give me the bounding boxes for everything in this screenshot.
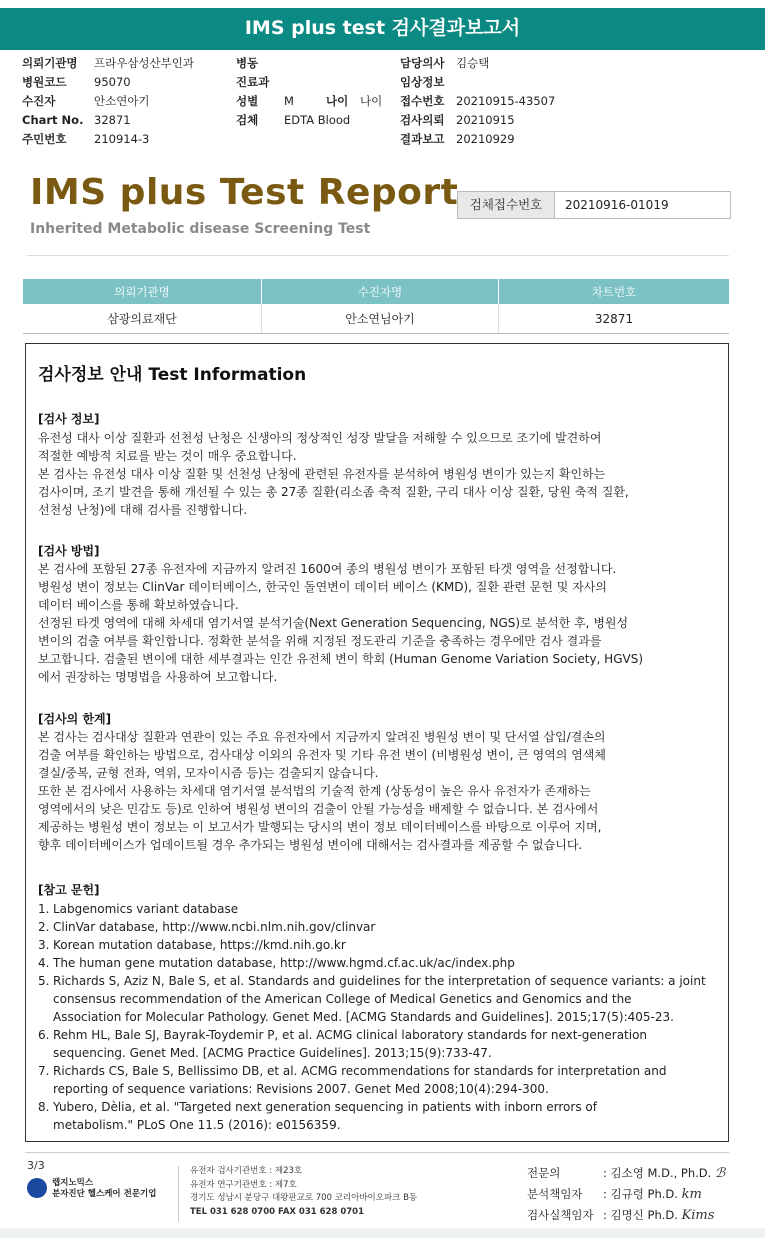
info-label: 주민번호: [22, 132, 67, 146]
info-label: 임상정보: [400, 75, 445, 89]
reference-number: 6.: [38, 1028, 50, 1042]
footer-divider: [25, 1152, 729, 1153]
signatures: [527, 1163, 725, 1226]
info-label: 성별: [236, 94, 259, 108]
info-value: 안소연아기: [94, 94, 150, 108]
section-heading-info: [검사 정보]: [38, 412, 100, 426]
reference-item: [38, 972, 728, 1026]
reference-line: Richards S, Aziz N, Bale S, et al. Standards and guidelines for the interpretation of sequence variants: a joint: [53, 974, 706, 988]
reference-line: Rehm HL, Bale SJ, Bayrak-Toydemir P, et al. ACMG clinical laboratory standards for next-generation: [53, 1028, 648, 1042]
text-line: 변이의 검출 여부를 확인합니다. 정확한 분석을 위해 지정된 정도관리 기준을 충족하는 경우에만 검사 결과를: [38, 634, 602, 648]
address-line: 유전자 검사기관번호 : 제23호: [190, 1166, 303, 1176]
signer-row: [527, 1184, 725, 1205]
table-header-row: [23, 279, 729, 304]
table-cell: 삼광의료재단: [23, 304, 262, 334]
info-label: 진료과: [236, 75, 270, 89]
reference-line: ClinVar database, http://www.ncbi.nlm.nih.gov/clinvar: [53, 920, 376, 934]
reference-line: reporting of sequence variations: Revisions 2007. Genet Med 2008;10(4):294-300.: [53, 1082, 549, 1096]
table-row: [23, 304, 729, 334]
info-label: 담당의사: [400, 56, 445, 70]
header-divider: [0, 48, 765, 50]
logo-line: 분자진단 헬스케어 전문기업: [52, 1189, 157, 1199]
info-value: EDTA Blood: [284, 113, 351, 127]
text-line: 데이터 베이스를 통해 확보하였습니다.: [38, 598, 239, 612]
info-column-3: [400, 54, 555, 149]
reference-item: [38, 1026, 728, 1062]
signer-role: 검사실책임자: [527, 1208, 594, 1222]
footer-vertical-divider: [178, 1166, 179, 1222]
text-line: 병원성 변이 정보는 ClinVar 데이터베이스, 한국인 돌연변이 데이터 베이스 (KMD), 질환 관련 문헌 및 자사의: [38, 580, 607, 594]
info-value-age: 나이: [360, 94, 383, 108]
references-heading: [참고 문헌]: [38, 883, 100, 897]
info-value: 32871: [94, 113, 131, 127]
signer-name: : 김규령 Ph.D.: [603, 1187, 678, 1201]
address-line: 유전자 연구기관번호 : 제7호: [190, 1179, 297, 1190]
report-subtitle: Inherited Metabolic disease Screening Test: [30, 221, 371, 237]
page-number: 3/3: [27, 1159, 45, 1172]
signer-role: 분석책임자: [527, 1187, 583, 1201]
reference-line: sequencing. Genet Med. [ACMG Practice Guidelines]. 2013;15(9):733-47.: [53, 1046, 492, 1060]
text-line: 결실/중복, 균형 전좌, 역위, 모자이시즘 등)는 검출되지 않습니다.: [38, 766, 379, 780]
text-line: 유전성 대사 이상 질환과 선천성 난청은 신생아의 정상적인 성장 발달을 저해할 수 있으므로 조기에 발견하여: [38, 431, 602, 445]
company-logo-icon: [27, 1178, 47, 1198]
table-header-cell: 의뢰기관명: [23, 279, 262, 304]
text-line: 보고합니다. 검출된 변이에 대한 세부결과는 인간 유전체 변이 학회 (Human Genome Variation Society, HGVS): [38, 652, 644, 666]
reference-number: 7.: [38, 1064, 50, 1078]
info-label: Chart No.: [22, 113, 84, 127]
info-value: M: [284, 94, 294, 108]
info-value: 20210915: [456, 113, 515, 127]
reference-item: [38, 918, 728, 936]
info-value: 김승택: [456, 56, 490, 70]
info-label: 수진자: [22, 94, 56, 108]
table-cell: 안소연님아기: [262, 304, 499, 334]
reference-number: 2.: [38, 920, 50, 934]
reference-line: Yubero, Dèlia, et al. "Targeted next generation sequencing in patients with inborn errors of: [53, 1100, 597, 1114]
info-value: 210914-3: [94, 132, 150, 146]
info-label: 병원코드: [22, 75, 67, 89]
section-body-info: [38, 429, 728, 519]
report-header-bar: [0, 8, 765, 48]
signature-mark: Kims: [681, 1208, 715, 1223]
reference-number: 8.: [38, 1100, 50, 1114]
references-list: [38, 900, 728, 1134]
info-label: 검체: [236, 113, 259, 127]
title-separator: [27, 255, 729, 256]
reference-line: metabolism." PLoS One 11.5 (2016): e0156359.: [53, 1118, 341, 1132]
reference-item: [38, 936, 728, 954]
receipt-number-value: 20210916-01019: [565, 198, 669, 212]
address-line: 경기도 성남시 분당구 대왕판교로 700 코리아바이오파크 B동: [190, 1193, 418, 1203]
text-line: 본 검사에 포함된 27종 유전자에 지금까지 알려진 1600여 종의 병원성 변이가 포함된 타겟 영역을 선정합니다.: [38, 562, 617, 576]
info-label: 검사의뢰: [400, 113, 445, 127]
reference-item: [38, 954, 728, 972]
info-label: 결과보고: [400, 132, 445, 146]
reference-item: [38, 1062, 728, 1098]
info-label: 의뢰기관명: [22, 56, 78, 70]
reference-line: Korean mutation database, https://kmd.nih.go.kr: [53, 938, 346, 952]
signature-mark: km: [681, 1187, 702, 1202]
signer-role: 전문의: [527, 1166, 561, 1180]
info-value: 20210929: [456, 132, 515, 146]
info-value: 프라우삼성산부인과: [94, 56, 194, 70]
reference-line: The human gene mutation database, http://www.hgmd.cf.ac.uk/ac/index.php: [53, 956, 515, 970]
logo-line: 랩지노믹스: [52, 1178, 94, 1188]
text-line: 영역에서의 낮은 민감도 등)로 인하여 병원성 변이의 검출이 안될 가능성을 배제할 수 없습니다. 본 검사에서: [38, 802, 599, 816]
report-title: IMS plus Test Report: [30, 172, 459, 213]
reference-item: [38, 900, 728, 918]
table-cell: 32871: [499, 304, 730, 334]
reference-line: Richards CS, Bale S, Bellissimo DB, et al. ACMG recommendations for standards for interpretation and: [53, 1064, 667, 1078]
text-line: 적절한 예방적 치료를 받는 것이 매우 중요합니다.: [38, 449, 297, 463]
report-header-title: IMS plus test 검사결과보고서: [244, 17, 521, 39]
signer-row: [527, 1163, 725, 1184]
reference-number: 1.: [38, 902, 50, 916]
reference-line: Association for Molecular Pathology. Genet Med. [ACMG Standards and Guidelines]. 2015;17(5):405-23.: [53, 1010, 674, 1024]
signer-name: : 김소영 M.D., Ph.D.: [603, 1166, 712, 1180]
info-label: 병동: [236, 56, 259, 70]
section-body-method: [38, 560, 728, 686]
patient-table: [23, 279, 729, 334]
section-heading-limits: [검사의 한계]: [38, 712, 112, 726]
text-line: 선정된 타겟 영역에 대해 차세대 염기서열 분석기술(Next Generation Sequencing, NGS)로 분석한 후, 병원성: [38, 616, 629, 630]
receipt-number-box: [457, 191, 731, 219]
text-line: 본 검사는 검사대상 질환과 연관이 있는 주요 유전자에서 지금까지 알려진 병원성 변이 및 단서열 삽입/결손의: [38, 730, 606, 744]
info-column-2: [236, 54, 382, 130]
text-line: 향후 데이터베이스가 업데이트될 경우 추가되는 병원성 변이에 대해서는 검사결과를 제공할 수 없습니다.: [38, 838, 583, 852]
signature-mark: ℬ: [714, 1166, 726, 1181]
info-value: 95070: [94, 75, 131, 89]
text-line: 제공하는 병원성 변이 정보는 이 보고서가 발행되는 당시의 변이 정보 데이터베이스를 바탕으로 이루어 지며,: [38, 820, 602, 834]
info-value: 20210915-43507: [456, 94, 556, 108]
table-header-cell: 수진자명: [262, 279, 499, 304]
reference-number: 5.: [38, 974, 50, 988]
test-information-title: 검사정보 안내 Test Information: [38, 365, 307, 385]
section-heading-method: [검사 방법]: [38, 544, 100, 558]
text-line: 또한 본 검사에서 사용하는 차세대 염기서열 분석법의 기술적 한계 (상동성이 높은 유사 유전자가 존재하는: [38, 784, 591, 798]
company-logo-text: [52, 1178, 156, 1200]
signer-row: [527, 1205, 725, 1226]
reference-number: 4.: [38, 956, 50, 970]
text-line: 에서 권장하는 명명법을 사용하여 보고합니다.: [38, 670, 278, 684]
info-column-1: [22, 54, 194, 149]
text-line: 검사이며, 조기 발견을 통해 개선될 수 있는 총 27종 질환(리소좀 축적 질환, 구리 대사 이상 질환, 당원 축적 질환,: [38, 485, 629, 499]
text-line: 본 검사는 유전성 대사 이상 질환 및 선천성 난청에 관련된 유전자를 분석하여 병원성 변이가 있는지 확인하는: [38, 467, 606, 481]
reference-line: Labgenomics variant database: [53, 902, 239, 916]
info-label: 접수번호: [400, 94, 445, 108]
reference-line: consensus recommendation of the American College of Medical Genetics and Genomics and the: [53, 992, 632, 1006]
reference-number: 3.: [38, 938, 50, 952]
receipt-number-label: 검체접수번호: [458, 192, 555, 218]
reference-item: [38, 1098, 728, 1134]
bottom-bar: [0, 1228, 765, 1238]
signer-name: : 김명신 Ph.D.: [603, 1208, 678, 1222]
table-header-cell: 차트번호: [499, 279, 730, 304]
text-line: 선천성 난청)에 대해 검사를 진행합니다.: [38, 503, 248, 517]
text-line: 검출 여부를 확인하는 방법으로, 검사대상 이외의 유전자 및 기타 유전 변이 (비병원성 변이, 큰 영역의 염색체: [38, 748, 606, 762]
address-line: TEL 031 628 0700 FAX 031 628 0701: [190, 1206, 364, 1217]
company-address: [190, 1165, 417, 1219]
section-body-limits: [38, 728, 728, 854]
info-label-age: 나이: [326, 94, 349, 108]
